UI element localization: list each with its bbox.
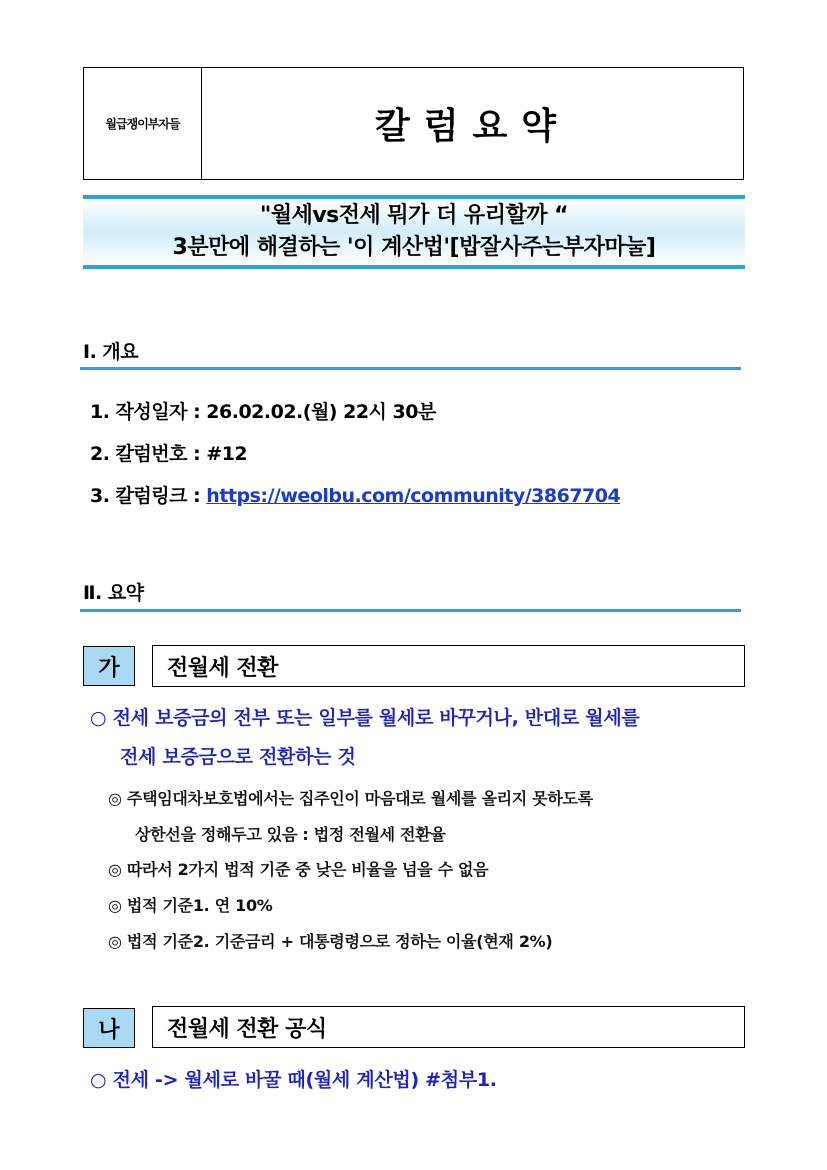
overview-item-number xyxy=(90,439,247,466)
header-box xyxy=(83,67,744,180)
overview-label: 2. 칼럼번호 : xyxy=(90,443,207,465)
sub-bullet: ◎ 주택임대차보호법에서는 집주인이 마음대로 월세를 올리지 못하도록 xyxy=(108,789,593,808)
block-title: 전월세 전환 공식 xyxy=(152,1006,745,1048)
overview-item-date xyxy=(90,397,436,424)
block-tag: 가 xyxy=(83,646,135,686)
banner-line-2: 3분만에 해결하는 '이 계산법'[밥잘사주는부자마눌] xyxy=(172,235,656,260)
overview-label: 1. 작성일자 : xyxy=(90,401,207,423)
section-heading-summary: Ⅱ. 요약 xyxy=(83,582,144,604)
main-bullet: ○ 전세 보증금의 전부 또는 일부를 월세로 바꾸거나, 반대로 월세를 xyxy=(90,707,640,729)
overview-item-link xyxy=(90,481,620,508)
overview-value: #12 xyxy=(206,443,248,465)
main-bullet-continuation: 전세 보증금으로 전환하는 것 xyxy=(120,746,356,768)
overview-label: 3. 칼럼링크 : xyxy=(90,485,207,507)
overview-value: 26.02.02.(월) 22시 30분 xyxy=(206,401,436,423)
banner-line-1: "월세vs전세 뭐가 더 유리할까 “ xyxy=(259,203,569,228)
section-heading-overview: Ⅰ. 개요 xyxy=(83,341,139,363)
column-title-banner xyxy=(83,195,745,269)
sub-bullet: ◎ 법적 기준1. 연 10% xyxy=(108,896,273,915)
section-divider xyxy=(80,367,741,370)
document-title: 칼럼요약 xyxy=(374,106,571,147)
block-title: 전월세 전환 xyxy=(152,645,745,687)
column-link[interactable]: https://weolbu.com/community/3867704 xyxy=(206,485,621,507)
main-bullet: ○ 전세 -> 월세로 바꿀 때(월세 계산법) #첨부1. xyxy=(90,1069,497,1091)
sub-bullet-continuation: 상한선을 정해두고 있음 : 법정 전월세 전환율 xyxy=(135,825,446,844)
section-divider xyxy=(80,609,741,612)
sub-bullet: ◎ 따라서 2가지 법적 기준 중 낮은 비율을 넘을 수 없음 xyxy=(108,860,489,879)
block-tag: 나 xyxy=(83,1008,135,1048)
author-label: 월급쟁이부자들 xyxy=(84,68,202,179)
sub-bullet: ◎ 법적 기준2. 기준금리 + 대통령령으로 정하는 이율(현재 2%) xyxy=(108,932,553,951)
